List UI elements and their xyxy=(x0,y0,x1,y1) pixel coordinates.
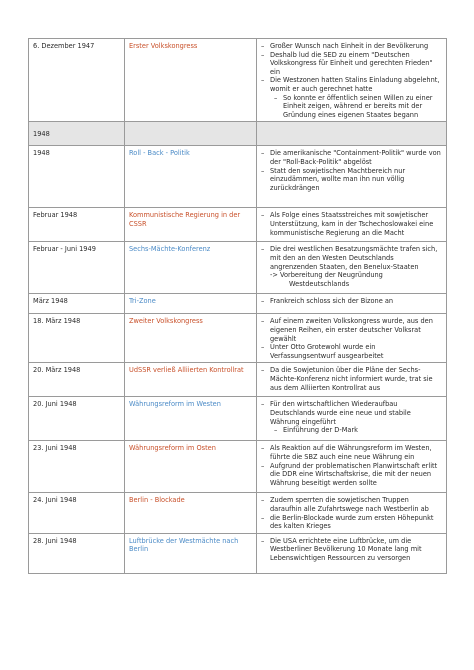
date-cell: März 1948 xyxy=(29,294,125,314)
bullet-point: – Frankreich schloss sich der Bizone an xyxy=(261,297,442,306)
timeline-row xyxy=(29,441,447,493)
bullet-point: – Auf einem zweiten Volkskongress wurde, aus den eigenen Reihen, ein erster deutscher Volksrat gewählt xyxy=(261,317,442,343)
document-page xyxy=(28,38,446,574)
section-empty-cell xyxy=(125,122,257,146)
timeline-row xyxy=(29,533,447,573)
timeline-row xyxy=(29,208,447,242)
date-cell: 18. März 1948 xyxy=(29,314,125,363)
date-cell: Februar - Juni 1949 xyxy=(29,242,125,294)
bullet-point: -> Vorbereitung der Neugründung xyxy=(270,271,383,280)
section-empty-cell xyxy=(257,122,447,146)
bullet-point: – Deshalb lud die SED zu einem "Deutschen Volkskongress für Einheit und gerechten Frieden" ein xyxy=(261,51,442,77)
topic-cell: Zweiter Volkskongress xyxy=(125,314,257,363)
date-cell: 1948 xyxy=(29,146,125,208)
date-cell: 28. Juni 1948 xyxy=(29,533,125,573)
bullet-point: – Aufgrund der problematischen Planwirtschaft erlitt die DDR eine Wirtschaftskrise, die mit der neuen Währung beseitigt werden sollte xyxy=(261,462,442,488)
date-cell: 20. Juni 1948 xyxy=(29,397,125,441)
bullet-point: – Die Westzonen hatten Stalins Einladung abgelehnt, womit er auch gerechnet hatte xyxy=(261,76,442,93)
description-cell xyxy=(257,533,447,573)
timeline-row xyxy=(29,242,447,294)
date-cell: 6. Dezember 1947 xyxy=(29,39,125,122)
timeline-row xyxy=(29,294,447,314)
topic-cell: Tri-Zone xyxy=(125,294,257,314)
topic-cell: Sechs-Mächte-Konferenz xyxy=(125,242,257,294)
description-cell xyxy=(257,294,447,314)
topic-cell: Kommunistische Regierung in der CSSR xyxy=(125,208,257,242)
description-cell xyxy=(257,314,447,363)
description-cell xyxy=(257,397,447,441)
date-cell: Februar 1948 xyxy=(29,208,125,242)
bullet-point: – Als Folge eines Staatsstreiches mit sowjetischer Unterstützung, kam in der Tschechoslowakei eine kommunistische Regierung an die Macht xyxy=(261,211,442,237)
description-cell xyxy=(257,441,447,493)
description-cell xyxy=(257,363,447,397)
topic-cell: Währungsreform im Osten xyxy=(125,441,257,493)
topic-cell: Erster Volkskongress xyxy=(125,39,257,122)
bullet-point: – Die amerikanische "Containment-Politik" wurde von der "Roll-Back-Politik" abgelöst xyxy=(261,149,442,166)
timeline-table xyxy=(28,38,447,574)
bullet-point: Westdeutschlands xyxy=(289,279,350,288)
topic-cell: Währungsreform im Westen xyxy=(125,397,257,441)
bullet-point: – Großer Wunsch nach Einheit in der Bevölkerung xyxy=(261,42,442,51)
bullet-point: – Als Reaktion auf die Währungsreform im Westen, führte die SBZ auch eine neue Währung ein xyxy=(261,444,442,461)
topic-cell: Roll - Back - Politik xyxy=(125,146,257,208)
timeline-row xyxy=(29,314,447,363)
bullet-point: – Für den wirtschaftlichen Wiederaufbau Deutschlands wurde eine neue und stabile Währung eingeführt xyxy=(261,400,442,426)
timeline-table-body xyxy=(29,39,447,574)
description-cell xyxy=(257,208,447,242)
topic-cell: Luftbrücke der Westmächte nach Berlin xyxy=(125,533,257,573)
description-cell xyxy=(257,242,447,294)
bullet-point: – Unter Otto Grotewohl wurde ein Verfassungsentwurf ausgearbeitet xyxy=(261,343,442,360)
topic-cell: UdSSR verließ Alliierten Kontrollrat xyxy=(125,363,257,397)
topic-cell: Berlin - Blockade xyxy=(125,493,257,533)
timeline-row xyxy=(29,397,447,441)
bullet-point: – Da die Sowjetunion über die Pläne der Sechs-Mächte-Konferenz nicht informiert wurde, trat sie aus dem Alliierten Kontrollrat aus xyxy=(261,366,442,392)
bullet-point: – Statt den sowjetischen Machtbereich nur einzudämmen, wollte man ihn nun völlig zurückdrängen xyxy=(261,167,442,193)
date-cell: 20. März 1948 xyxy=(29,363,125,397)
bullet-point: – Die USA errichtete eine Luftbrücke, um die Westberliner Bevölkerung 10 Monate lang mit Lebenswichtigen Ressourcen zu versorgen xyxy=(261,537,442,563)
section-row xyxy=(29,122,447,146)
bullet-point: – Zudem sperrten die sowjetischen Truppen daraufhin alle Zufahrtswege nach Westberlin ab xyxy=(261,496,442,513)
sub-bullet-point: – So konnte er öffentlich seinen Willen zu einer Einheit zeigen, während er bereits mit der Gründung eines eigenen Staates begann xyxy=(261,94,442,120)
bullet-point: – die Berlin-Blockade wurde zum ersten Höhepunkt des kalten Krieges xyxy=(261,514,442,531)
date-cell: 23. Juni 1948 xyxy=(29,441,125,493)
description-cell xyxy=(257,146,447,208)
description-cell xyxy=(257,493,447,533)
sub-bullet-point: – Einführung der D-Mark xyxy=(261,426,442,435)
timeline-row xyxy=(29,363,447,397)
timeline-row xyxy=(29,146,447,208)
bullet-point: – Die drei westlichen Besatzungsmächte trafen sich, mit den an den Westen Deutschlands angrenzenden Staaten, den Benelux-Staaten xyxy=(261,245,442,271)
timeline-row xyxy=(29,493,447,533)
section-label: 1948 xyxy=(29,122,125,146)
date-cell: 24. Juni 1948 xyxy=(29,493,125,533)
timeline-row xyxy=(29,39,447,122)
description-cell xyxy=(257,39,447,122)
